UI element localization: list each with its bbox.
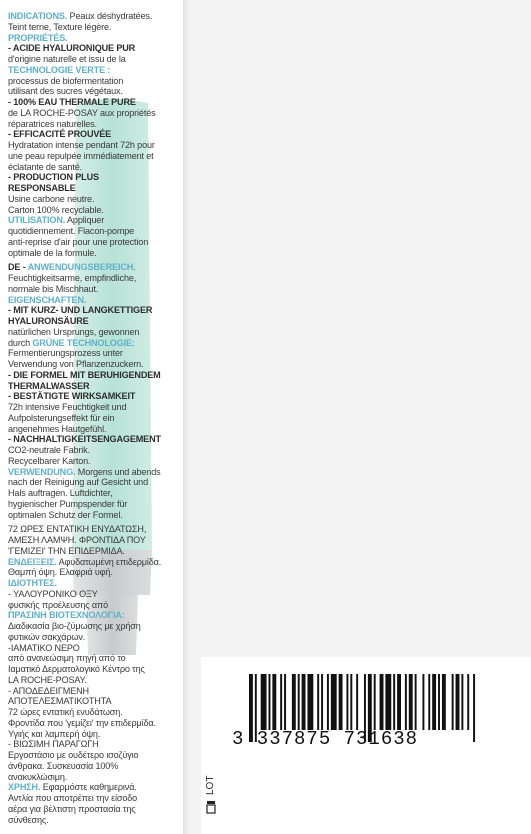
ingredient-text [8,11,183,825]
text-segment: DE - [8,262,28,273]
text-segment: optimale de la formule. [8,247,97,258]
text-line [8,284,183,295]
text-line [8,391,183,402]
text-line [8,370,183,381]
barcode-bar [321,674,323,730]
text-segment: Morgens und abends [75,466,161,477]
text-line [8,643,183,654]
text-segment: optimalen Schutz der Formel. [8,509,123,520]
text-segment: - EFFICACITÉ PROUVÉE [8,129,112,140]
text-segment: Fermentierungsprozess unter [8,348,123,359]
barcode-bar [356,674,358,730]
barcode-bar [456,674,460,730]
text-segment: Διαδικασία βιο-ζύμωσης με χρήση [8,621,141,631]
text-line [8,664,183,675]
text-segment: Αφυδατωμένη επιδερμίδα. [56,556,162,567]
text-line [8,248,183,259]
text-line [8,172,183,183]
text-line [8,524,183,535]
barcode-bar [292,674,296,730]
text-segment: 72 ΩΡΕΣ ΕΝΤΑΤΙΚΗ ΕΝΥΔΑΤΩΣΗ, [8,524,147,535]
barcode-bar [307,674,313,730]
text-segment: HYALURONSÄURE [8,316,89,326]
barcode-bar [467,674,469,730]
text-segment: hygienischer Pumpspender für [8,498,128,509]
text-segment: réparatrices naturelles. [8,118,97,129]
text-segment: natürlichen Ursprungs, gewonnen [8,326,140,337]
text-segment: - NACHHALTIGKEITSENGAGEMENT [8,434,161,445]
text-segment: Αντλία που αποτρέπει την είσοδο [8,793,138,803]
text-segment: quotidiennement. Flacon-pompe [8,226,135,236]
text-line [8,316,183,327]
barcode-bar [280,674,282,730]
text-line [8,456,183,467]
text-segment: Φροντίδα που 'γεμίζει' την επιδερμίδα. [8,717,156,728]
text-segment: PROPRIÉTÉS. [8,32,68,43]
text-segment: - ΒΙΩΣΙΜΗ ΠΑΡΑΓΩΓΗ [8,739,99,750]
barcode-bar [432,674,436,730]
barcode-bar [461,674,463,730]
text-line [8,632,183,643]
text-line [8,183,183,194]
text-line [8,467,183,478]
barcode-bar [327,674,329,730]
text-line [8,327,183,338]
text-segment: angenehmes Hautgefühl. [8,423,107,434]
text-segment: - BESTÄTIGTE WIRKSAMKEIT [8,391,136,402]
text-line [8,295,183,306]
text-segment: Recycelbarer Karton. [8,455,91,466]
barcode-bar [452,674,454,730]
text-line [8,22,183,33]
text-segment: Hals auftragen. Luftdichter, [8,488,113,498]
text-segment: VERWENDUNG. [8,466,76,477]
barcode-bar [339,674,343,730]
text-line [8,43,183,54]
text-segment: - PRODUCTION PLUS [8,172,99,183]
barcode-bar [438,674,440,730]
text-line [8,445,183,456]
text-line [8,675,183,686]
text-segment: ΑΜΕΣΗ ΛΑΜΨΗ. ΦΡΟΝΤΙΔΑ ΠΟΥ [8,535,146,545]
text-segment: Feuchtigkeitsarme, empfindliche, [8,273,137,283]
text-segment: Ιαματικό Δερματολογικό Κέντρο της [8,664,145,674]
text-segment: LA ROCHE-POSAY. [8,674,87,685]
text-line [8,686,183,697]
text-line [8,772,183,783]
text-line [8,510,183,521]
text-line [8,610,183,621]
text-line [8,119,183,130]
barcode-bar [268,674,270,730]
text-segment: Hydratation intense pendant 72h pour [8,140,155,150]
text-line [8,578,183,589]
text-line [8,488,183,499]
text-line [8,273,183,284]
text-line [8,761,183,772]
text-line [8,621,183,632]
barcode-bar [317,674,319,730]
text-line [8,215,183,226]
text-line [8,567,183,578]
text-segment: -ΙΑΜΑΤΙΚΟ ΝΕΡΟ [8,642,80,653]
barcode-bar [397,674,401,730]
text-segment: utilisant des sucres végétaux. [8,86,123,97]
text-segment: TECHNOLOGIE VERTE : [8,64,111,75]
text-segment: ANWENDUNGSBEREICH. [27,262,136,273]
text-line [8,424,183,435]
text-line [8,707,183,718]
open-jar-icon [206,800,216,814]
barcode-bar [284,674,286,730]
text-line [8,750,183,761]
text-segment: CO2-neutrale Fabrik. [8,445,90,455]
text-line [8,129,183,140]
text-line [8,600,183,611]
text-line [8,535,183,546]
text-segment: UTILISATION. [8,215,66,226]
text-line [8,739,183,750]
lot-label: LOT [205,775,216,795]
text-segment: Usine carbone neutre. [8,193,95,204]
text-segment: ανακυκλώσιμη. [8,771,68,782]
text-segment: ΙΔΙΟΤΗΤΕΣ. [8,578,57,588]
barcode-bar [346,674,348,730]
text-line [8,237,183,248]
text-line [8,718,183,729]
barcode-bar [393,674,395,730]
text-segment: αέρα για βέλτιστη προστασία της [8,803,136,814]
barcode-bar [428,674,430,730]
text-line [8,11,183,22]
text-segment: σύνθεσης. [8,814,49,825]
text-line [8,499,183,510]
text-segment: Verwendung von Pflanzenzuckern. [8,359,144,369]
ingredient-text-panel [0,0,183,834]
text-segment: - MIT KURZ- UND LANGKETTIGER [8,305,153,316]
text-line [8,305,183,316]
text-line [8,793,183,804]
text-segment: φυτικών σακχάρων. [8,631,86,642]
text-line [8,262,183,273]
text-segment: normale bis Mischhaut. [8,283,99,294]
text-segment: THERMALWASSER [8,380,90,391]
text-segment: Υγιής και λαμπερή όψη. [8,728,101,739]
text-segment: - ACIDE HYALURONIQUE PUR [8,43,136,54]
text-segment: 72h intensive Feuchtigkeit und [8,402,127,412]
text-segment: Εφαρμόστε καθημερινά. [40,782,137,793]
text-segment: Θαμπή όψη. Ελαφριά υφή. [8,567,113,578]
text-line [8,33,183,44]
barcode-bar [422,674,424,730]
barcode-number: 3 337875 731638 [232,728,419,750]
text-segment: Aufpolsterungseffekt für ein [8,412,115,423]
text-segment: από ανανεώσιμη πηγή από το [8,653,126,664]
barcode-bar [380,674,384,730]
text-segment: GRÜNE TECHNOLOGIE: [32,337,135,348]
text-line [8,205,183,216]
text-segment: EIGENSCHAFTEN. [8,294,87,305]
text-segment: durch [8,337,33,348]
text-line [8,477,183,488]
text-segment: Carton 100% recyclable. [8,204,104,215]
text-segment: 72 ώρες εντατική ενυδάτωση. [8,707,123,717]
text-line [8,729,183,740]
text-segment: ΧΡΗΣΗ. [8,782,41,793]
box-fold-edge [183,0,192,834]
text-segment: - DIE FORMEL MIT BERUHIGENDEM [8,369,161,380]
text-segment: RESPONSABLE [8,183,76,193]
text-line [8,140,183,151]
text-line [8,65,183,76]
text-line [8,653,183,664]
text-segment: Appliquer [65,215,105,226]
barcode-bar [442,674,446,730]
barcode-bar [350,674,352,730]
text-segment: - 100% EAU THERMALE PURE [8,97,136,107]
text-segment: - ΑΠΟΔΕΔΕΙΓΜΕΝΗ [8,685,89,696]
text-segment: anti-reprise d'air pour une protection [8,236,149,247]
text-segment: nach der Reinigung auf Gesicht und [8,477,148,488]
barcode-bar [298,674,300,730]
text-line [8,413,183,424]
text-segment: INDICATIONS. [8,11,68,21]
text-line [8,151,183,162]
text-segment: ΑΠΟΤΕΛΕΣΜΑΤΙΚΟΤΗΤΑ [8,696,112,707]
text-line [8,782,183,793]
barcode-bar [405,674,407,730]
text-line [8,434,183,445]
text-segment: processus de biofermentation [8,75,124,86]
text-segment: - ΥΑΛΟΥΡΟΝΙΚΟ ΟΞΥ [8,588,98,599]
barcode-bar [302,674,306,730]
text-line [8,97,183,108]
text-segment: Εργοστάσιο με ουδέτερο ισοζύγιο [8,750,139,760]
barcode-bar [374,674,376,730]
text-segment: Peaux déshydratées. [67,11,153,21]
text-line [8,402,183,413]
text-line [8,162,183,173]
text-segment: de LA ROCHE-POSAY aux propriétés [8,107,156,118]
text-line [8,348,183,359]
text-line [8,338,183,349]
text-line [8,557,183,568]
text-segment: d'origine naturelle et issu de la [8,54,126,64]
text-line [8,226,183,237]
text-segment: ΠΡΑΣΙΝΗ ΒΙΟΤΕΧΝΟΛΟΓΙΑ: [8,610,125,621]
text-line [8,589,183,600]
barcode-bar [331,674,337,730]
text-segment: éclatante de santé. [8,161,82,172]
text-line [8,359,183,370]
text-segment: φυσικής προέλευσης από [8,599,109,610]
text-line [8,54,183,65]
text-segment: Teint terne, Texture légère. [8,21,112,32]
text-segment: une peau repulpée immédiatement et [8,150,154,161]
text-line [8,696,183,707]
barcode-bar [415,674,417,730]
text-line [8,815,183,826]
text-line [8,804,183,815]
text-line [8,194,183,205]
barcode-bar [272,674,276,730]
text-line [8,108,183,119]
text-line [8,546,183,557]
barcode-bar [385,674,391,730]
barcode-bar [261,674,267,730]
barcode-bar [409,674,413,730]
text-line [8,86,183,97]
text-segment: ΕΝΔΕΙΞΕΙΣ. [8,556,57,567]
text-segment: 'ΓΕΜΙΖΕΙ' ΤΗΝ ΕΠΙΔΕΡΜΙΔΑ. [8,545,125,556]
text-line [8,381,183,392]
text-segment: άνθρακα. Συσκευασία 100% [8,760,119,771]
text-line [8,76,183,87]
